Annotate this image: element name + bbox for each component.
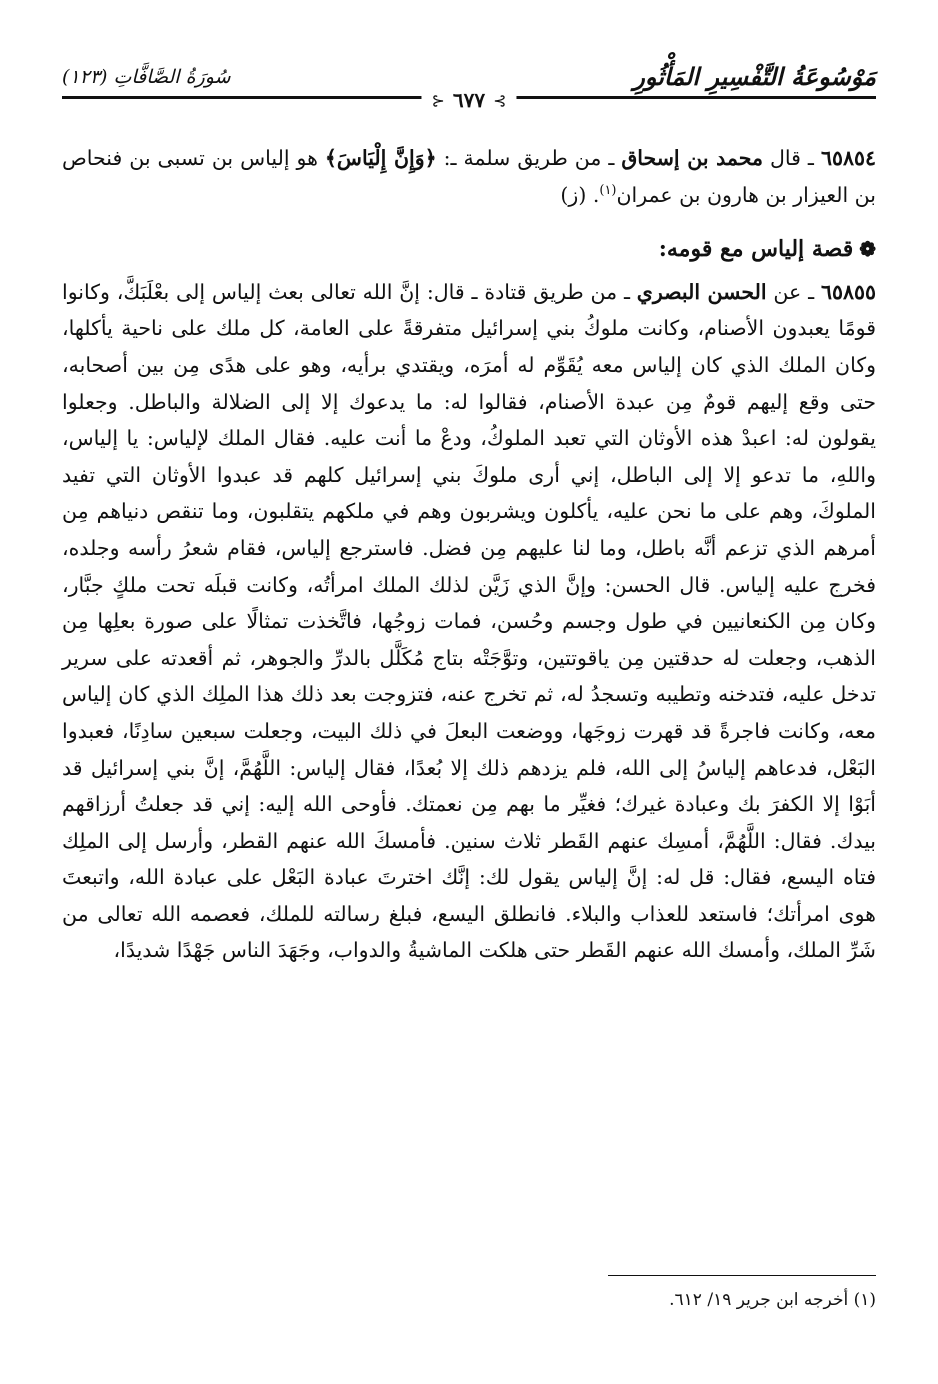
page-number: ٦٧٧ [452,88,486,112]
paragraph-65855 [62,274,876,969]
narrator-name: الحسن البصري [636,279,767,304]
text-span: ـ من طريق سلمة ـ: [436,146,622,170]
section-heading [62,231,876,268]
page-body [62,140,876,969]
book-title: مَوْسُوعَةُ التَّفْسِيرِ المَأْثُورِ [633,62,876,91]
paragraph-65854 [62,140,876,213]
paragraph-body: ـ من طريق قتادة ـ قال: إنَّ الله تعالى بعث إلياس إلى بعْلَبَكَّ، وكانوا قومًا يعبدون الأصنام، وكانت ملوكُ بني إسرائيل متفرقةً على العامة، كل ملك على ناحية يأكلها، وكان الملك الذي كان إلياس معه يُقَوِّم له أمرَه، ويقتدي برأيه، وهو على هدًى مِن بين أصحابه، حتى وقع إليهم قومٌ مِن عبدة الأصنام، فقالوا له: ما يدعوك إلا إلى الضلالة والباطل. وجعلوا يقولون له: اعبدْ هذه الأوثان التي تعبد الملوكُ، ودعْ ما أنت عليه. فقال الملك لإلياس: يا إلياس، واللهِ، ما تدعو إلا إلى الباطل، إني أرى ملوكَ بني إسرائيل كلهم قد عبدوا الأوثان التي تفيد الملوكَ، وهم على ما نحن عليه، يأكلون ويشربون وهم في ملكهم يتقلبون، وما تنقص دنياهم مِن أمرهم الذي تزعم أنَّه باطل، وما لنا عليهم مِن فضل. فاسترجع إلياس، فقام شعرُ رأسه وجلده، فخرج عليه إلياس. قال الحسن: وإنَّ الذي زَيَّن لذلك الملك امرأتُه، وكانت قبلَه تحت ملكٍ جبَّار، وكان مِن الكنعانيين في طول وجسم وحُسن، فمات زوجُها، فاتَّخذت تمثالًا على صورة بعلِها مِن الذهب، وجعلت له حدقتين مِن ياقوتتين، وتوَّجَتْه بتاج مُكَلَّل بالدرِّ والجوهر، ثم أقعدته على سرير تدخل عليه، فتدخنه وتطيبه وتسجدُ له، ثم تخرج عنه، فتزوجت بعد ذلك هذا الملِك الذي كان إلياس معه، وكانت فاجرةً قد قهرت زوجَها، ووضعت البعلَ في ذلك البيت، وجعلت سبعين سادِنًا، فعبدوا البَعْل، فدعاهم إلياسُ إلى الله، فلم يزدهم ذلك إلا بُعدًا، فقال إلياس: اللَّهُمَّ، إنَّ بني إسرائيل قد أبَوْا إلا الكفرَ بك وعبادة غيرك؛ فغيِّر ما بهم مِن نعمتك. فأوحى الله إليه: إني قد جعلتُ أرزاقهم بيدك. فقال: اللَّهُمَّ، أمسِك عنهم القَطر ثلاث سنين. فأمسكَ الله عنهم القطر، وأرسل إلى الملِك فتاه اليسع، فقال: قل له: إنَّ إلياس يقول لك: إنَّك اخترتَ عبادة البَعْل على عبادة الله، واتبعتَ هوى امرأتك؛ فاستعد للعذاب والبلاء. فانطلق اليسع، فبلغ رسالته للملك، فعصمه الله تعالى من شَرِّ الملك، وأمسك الله عنهم القَطر حتى هلكت الماشيةُ والدواب، وجَهَدَ الناس جَهْدًا شديدًا، [62,279,876,963]
narrator-name: محمد بن إسحاق [621,146,763,170]
text-span: ـ قال [763,146,821,170]
text-span: ـ عن [766,279,821,304]
footnote-rule [608,1275,876,1276]
text-span: هو إلياس بن تسبى بن فنحاص بن العيزار بن هارون بن عمران [62,146,876,207]
section-heading-text: قصة إلياس مع قومه: [658,236,854,263]
footnote-ref[interactable]: (١) [599,182,617,198]
footnote: (١) أخرجه ابن جرير ١٩/ ٦١٢. [669,1290,876,1310]
text-span: . (ز) [560,182,600,207]
paragraph-number: ٦٥٨٥٤ [820,146,877,170]
flower-icon: ❁ [859,237,876,262]
ornament-right-icon: ⊱ [493,90,507,110]
page-header [62,60,876,112]
surah-label: سُورَةُ الصَّافَّاتِ (١٢٣) [62,66,231,88]
paragraph-number: ٦٥٨٥٥ [820,279,876,304]
page-number-box [421,88,516,112]
ornament-left-icon: ⊰ [431,90,445,110]
quran-quote: ﴿وَإِنَّ إِلْيَاسَ﴾ [324,146,437,170]
